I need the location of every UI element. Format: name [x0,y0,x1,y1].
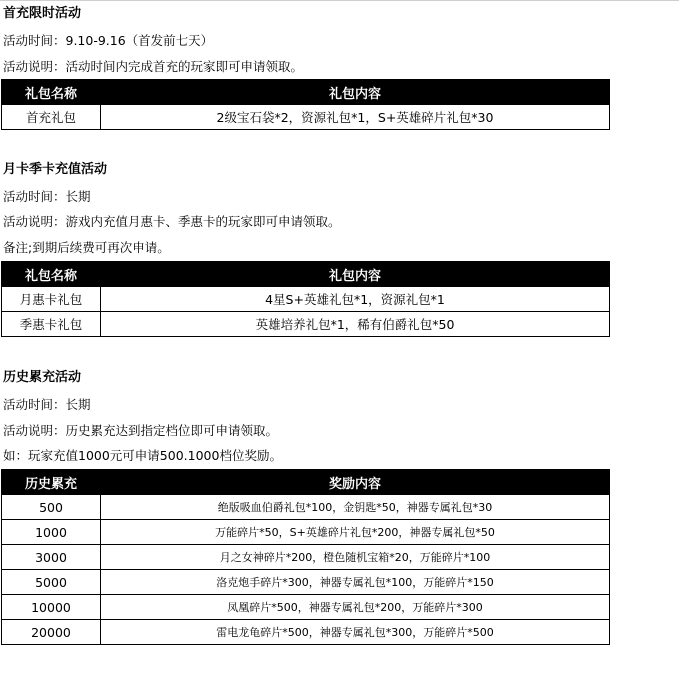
pack-name-cell: 首充礼包 [2,105,101,130]
table-row [2,287,610,312]
amount-cell: 5000 [2,570,101,595]
card-recharge-note: 备注;到期后续费可再次申请。 [3,240,170,255]
column-header-pack-name: 礼包名称 [2,80,101,105]
section-title-first-recharge: 首充限时活动 [3,6,82,21]
column-header-pack-name: 礼包名称 [2,262,101,287]
first-recharge-table [1,79,610,130]
table-row [2,495,610,520]
column-header-cumulative-amount: 历史累充 [2,470,101,495]
table-row [2,545,610,570]
reward-cell: 雷电龙龟碎片*500，神器专属礼包*300，万能碎片*500 [101,620,610,645]
column-header-pack-content: 礼包内容 [101,262,610,287]
amount-cell: 1000 [2,520,101,545]
card-recharge-description: 活动说明：游戏内充值月惠卡、季惠卡的玩家即可申请领取。 [3,214,341,229]
amount-cell: 10000 [2,595,101,620]
table-header-row [2,80,610,105]
pack-content-cell: 2级宝石袋*2，资源礼包*1，S+英雄碎片礼包*30 [101,105,610,130]
table-header-row [2,262,610,287]
amount-cell: 20000 [2,620,101,645]
first-recharge-description: 活动说明：活动时间内完成首充的玩家即可申请领取。 [3,59,304,74]
card-recharge-time: 活动时间：长期 [3,189,91,204]
table-row [2,620,610,645]
table-row [2,312,610,337]
table-row [2,105,610,130]
reward-cell: 绝版吸血伯爵礼包*100，金钥匙*50，神器专属礼包*30 [101,495,610,520]
column-header-reward-content: 奖励内容 [101,470,610,495]
pack-content-cell: 英雄培养礼包*1，稀有伯爵礼包*50 [101,312,610,337]
reward-cell: 月之女神碎片*200，橙色随机宝箱*20，万能碎片*100 [101,545,610,570]
column-header-pack-content: 礼包内容 [101,80,610,105]
pack-name-cell: 月惠卡礼包 [2,287,101,312]
cumulative-recharge-table [1,469,610,645]
table-header-row [2,470,610,495]
cumulative-recharge-time: 活动时间：长期 [3,397,91,412]
first-recharge-time: 活动时间：9.10-9.16（首发前七天） [3,33,214,48]
table-row [2,595,610,620]
reward-cell: 万能碎片*50，S+英雄碎片礼包*200，神器专属礼包*50 [101,520,610,545]
reward-cell: 洛克炮手碎片*300，神器专属礼包*100，万能碎片*150 [101,570,610,595]
amount-cell: 3000 [2,545,101,570]
cumulative-recharge-example: 如：玩家充值1000元可申请500.1000档位奖励。 [3,448,282,463]
section-title-card-recharge: 月卡季卡充值活动 [3,162,108,177]
table-row [2,570,610,595]
pack-content-cell: 4星S+英雄礼包*1，资源礼包*1 [101,287,610,312]
table-row [2,520,610,545]
card-recharge-table [1,261,610,337]
section-title-cumulative-recharge: 历史累充活动 [3,370,82,385]
top-divider [0,0,679,1]
amount-cell: 500 [2,495,101,520]
pack-name-cell: 季惠卡礼包 [2,312,101,337]
cumulative-recharge-description: 活动说明：历史累充达到指定档位即可申请领取。 [3,423,279,438]
reward-cell: 凤凰碎片*500，神器专属礼包*200，万能碎片*300 [101,595,610,620]
